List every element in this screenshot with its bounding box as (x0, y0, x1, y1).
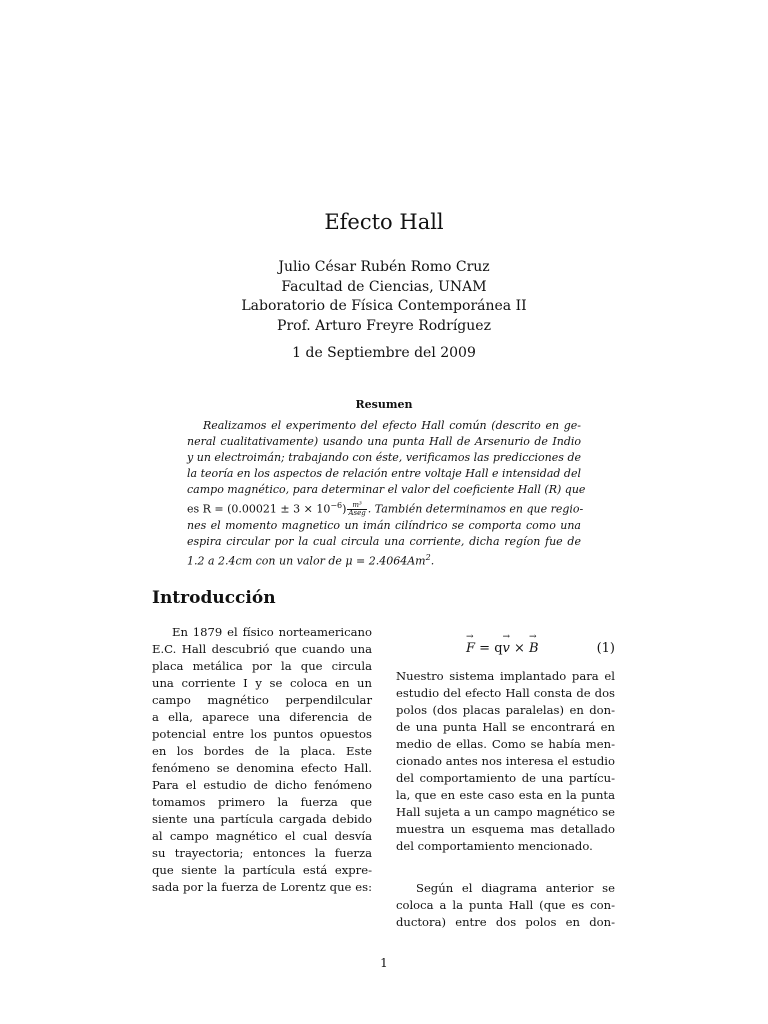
abstract-line: nes el momento magnetico un imán cilíndrico se comporta como una (187, 518, 581, 532)
right-column (396, 668, 615, 855)
paragraph-line: Para el estudio de dicho fenómeno (152, 778, 372, 792)
abstract-last-prefix: 1.2 a 2.4cm con un valor de μ = 2.4064Am (187, 554, 426, 568)
right-column-continued (396, 880, 615, 931)
paragraph-line: fenómeno se denomina efecto Hall. (152, 761, 372, 775)
page-number: 1 (380, 956, 388, 970)
abstract-last-exponent: 2 (425, 552, 431, 562)
formula-prefix: es R = (0.00021 ± 3 × 10 (187, 502, 331, 516)
paragraph-line: su trayectoria; entonces la fuerza (152, 846, 372, 860)
abstract-last-suffix: . (430, 554, 435, 568)
paragraph-line: ductora) entre dos polos en don- (396, 915, 615, 929)
author-lab: Laboratorio de Física Contemporánea II (241, 298, 527, 314)
abstract-last-line (187, 550, 581, 570)
paper-title: Efecto Hall (324, 210, 444, 234)
paragraph-line: En 1879 el físico norteamericano (172, 625, 372, 639)
paragraph-line: tomamos primero la fuerza que (152, 795, 372, 809)
paragraph-line: la, que en este caso esta en la punta (396, 788, 615, 802)
paragraph-line: muestra un esquema mas detallado (396, 822, 615, 836)
abstract-body (187, 418, 586, 569)
vector-B: → B (529, 641, 539, 656)
paragraph-line: campo magnético perpendilcular (152, 693, 372, 707)
paragraph-line: placa metálica por la que circula (152, 659, 372, 673)
paragraph-line: coloca a la punta Hall (que es con- (396, 898, 615, 912)
units-fraction (347, 502, 366, 517)
paragraph-line: en los bordes de la placa. Este (152, 744, 372, 758)
lorentz-equation (396, 641, 615, 661)
paragraph-line: de una punta Hall se encontrará en (396, 720, 615, 734)
paragraph-line: una corriente I y se coloca en un (152, 676, 372, 690)
abstract-line: campo magnético, para determinar el valor del coeficiente Hall (R) que (187, 483, 586, 496)
author-professor: Prof. Arturo Freyre Rodríguez (277, 317, 491, 334)
vector-v: → v (503, 641, 510, 656)
paragraph-line: Según el diagrama anterior se (416, 881, 615, 895)
paragraph-line: E.C. Hall descubrió que cuando una (152, 642, 372, 656)
formula-close: ) (342, 502, 347, 516)
paragraph-line: Nuestro sistema implantado para el (396, 669, 615, 683)
equation-times: × (509, 641, 530, 656)
paragraph-line: estudio del efecto Hall consta de dos (396, 686, 615, 700)
paragraph-line: al campo magnético el cual desvía (152, 829, 372, 843)
formula-suffix: . También determinamos en que regio- (367, 502, 584, 516)
equation-number: (1) (596, 641, 615, 656)
paragraph-line: polos (dos placas paralelas) en don- (396, 703, 615, 717)
author-faculty: Facultad de Ciencias, UNAM (281, 278, 487, 295)
left-column (152, 624, 372, 896)
paragraph-line: potencial entre los puntos opuestos (152, 727, 372, 741)
formula-exponent: −6 (330, 501, 343, 510)
vector-F: → F (466, 641, 475, 656)
abstract-line: y un electroimán; trabajando con éste, verificamos las predicciones de (187, 451, 581, 464)
paragraph-line: del comportamiento mencionado. (396, 839, 593, 853)
paper-date: 1 de Septiembre del 2009 (292, 345, 476, 361)
abstract-line: neral cualitativamente) usando una punta Hall de Arsenurio de Indio (187, 435, 581, 448)
abstract-heading: Resumen (355, 398, 413, 411)
equation-equals: = q (475, 641, 503, 656)
abstract-line: la teoría en los aspectos de relación entre voltaje Hall e intensidad del (187, 467, 581, 480)
section-heading: Introducción (152, 588, 276, 608)
fraction-numerator: m³ (347, 502, 366, 510)
fraction-denominator: Aseg (348, 509, 366, 518)
abstract-formula-line (187, 498, 584, 518)
abstract-line: espira circular por la cual circula una corriente, dicha regíon fue de (187, 534, 581, 548)
paragraph-line: Hall sujeta a un campo magnético se (396, 805, 615, 819)
paragraph-line: a ella, aparece una diferencia de (152, 710, 372, 724)
author-block (0, 258, 768, 336)
paragraph-line: que siente la partícula está expre- (152, 863, 372, 877)
paragraph-line: del comportamiento de una partícu- (396, 771, 615, 785)
paragraph-line: siente una partícula cargada debido (152, 812, 372, 826)
abstract-line: Realizamos el experimento del efecto Hall común (descrito en ge- (203, 419, 581, 432)
paragraph-line: sada por la fuerza de Lorentz que es: (152, 880, 372, 894)
paragraph-line: medio de ellas. Como se había men- (396, 737, 615, 751)
author-name: Julio César Rubén Romo Cruz (278, 259, 490, 275)
equation-expression (466, 641, 539, 656)
paragraph-line: cionado antes nos interesa el estudio (396, 754, 615, 768)
